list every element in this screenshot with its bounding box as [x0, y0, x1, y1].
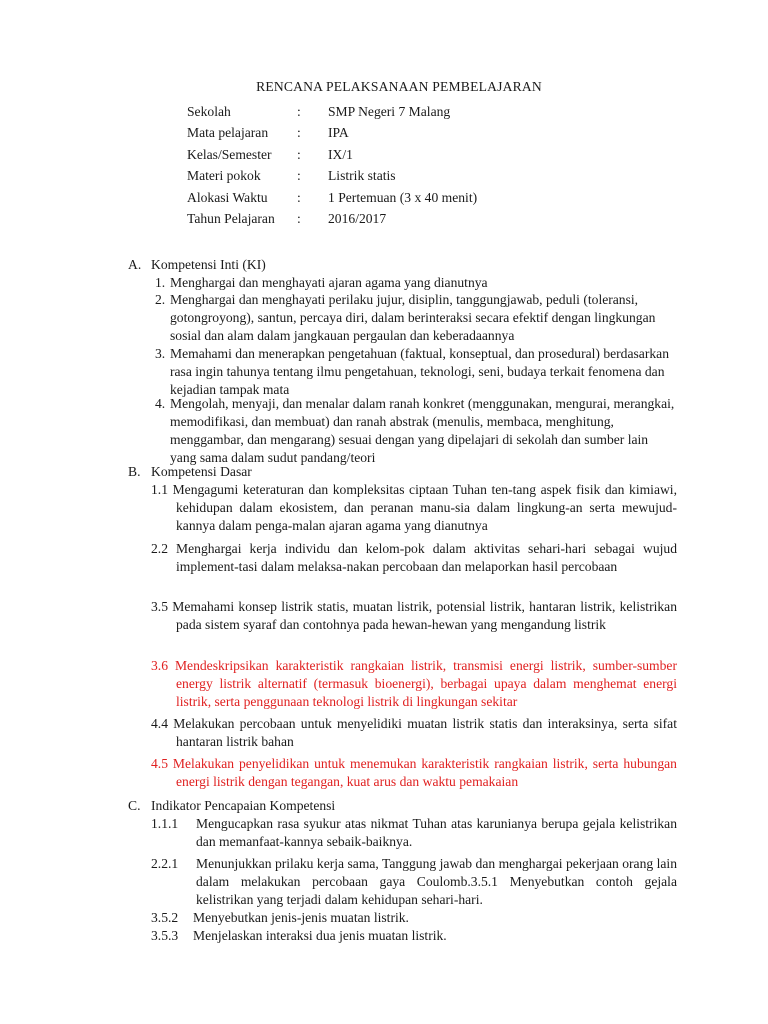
document-title: RENCANA PELAKSANAAN PEMBELAJARAN: [256, 79, 542, 94]
meta-value: IX/1: [328, 147, 353, 162]
ki-item-2: [155, 291, 675, 345]
indikator-text: Menyebutkan jenis-jenis muatan listrik.: [193, 910, 409, 925]
indikator-item-3-5-3: [151, 927, 677, 945]
meta-label: Tahun Pelajaran: [187, 211, 275, 226]
kd-paragraph: [151, 657, 677, 711]
ki-item-3: [155, 345, 675, 399]
ki-text: Memahami dan menerapkan pengetahuan (faktual, konseptual, dan prosedural) berdasarkan rasa ingin tahunya tentang ilmu pengetahuan, teknologi, seni, budaya terkait fenomena dan kejadian tampak mata: [170, 346, 669, 397]
meta-value: 2016/2017: [328, 211, 387, 226]
meta-colon: :: [297, 147, 301, 162]
ki-text: Menghargai dan menghayati perilaku jujur, disiplin, tanggungjawab, peduli (toleransi, gotongroyong), santun, percaya diri, dalam berinteraksi secara efektif dengan lingkungan sosial dan alam dalam jangkauan pergaulan dan keberadaannya: [170, 292, 656, 343]
kd-number: 3.5: [151, 599, 168, 614]
section-title: Kompetensi Inti (KI): [151, 257, 266, 272]
meta-colon: :: [297, 211, 301, 226]
section-letter: A.: [128, 257, 142, 272]
kd-paragraph: [151, 755, 677, 791]
ki-number: 3.: [155, 346, 166, 361]
meta-label: Kelas/Semester: [187, 147, 272, 162]
meta-colon: :: [297, 104, 301, 119]
meta-label: Sekolah: [187, 104, 231, 119]
ki-number: 1.: [155, 275, 166, 290]
kd-text: Memahami konsep listrik statis, muatan listrik, potensial listrik, hantaran listrik, kelistrikan pada sistem syaraf dan contohnya pada hewan-hewan yang mengandung listrik: [172, 599, 677, 632]
section-title: Indikator Pencapaian Kompetensi: [151, 798, 336, 813]
kd-paragraph: [151, 481, 677, 535]
kd-item-4-5: [151, 755, 677, 791]
meta-label: Alokasi Waktu: [187, 190, 268, 205]
kd-paragraph: [151, 598, 677, 634]
kd-text: Melakukan percobaan untuk menyelidiki muatan listrik statis dan interaksinya, serta sifat hantaran listrik bahan: [173, 716, 677, 749]
meta-value: Listrik statis: [328, 168, 396, 183]
kd-item-3-5: [151, 598, 677, 634]
kd-number: 1.1: [151, 482, 168, 497]
kd-paragraph: [151, 540, 677, 576]
ki-item-1: [155, 274, 675, 292]
meta-value: IPA: [328, 125, 349, 140]
kd-number: 2.2: [151, 541, 168, 556]
indikator-item-2-2-1: [151, 855, 677, 909]
meta-label: Mata pelajaran: [187, 125, 269, 140]
ki-number: 4.: [155, 396, 166, 411]
ki-text: Menghargai dan menghayati ajaran agama yang dianutnya: [170, 275, 488, 290]
indikator-number: 3.5.3: [151, 928, 179, 943]
section-title: Kompetensi Dasar: [151, 464, 252, 479]
kd-text: Menghargai kerja individu dan kelom-pok dalam aktivitas sehari-hari sebagai wujud implement-tasi dalam melaksa-nakan percobaan dan melaporkan hasil percobaan: [176, 541, 677, 574]
indikator-text: Menunjukkan prilaku kerja sama, Tanggung jawab dan menghargai pekerjaan orang lain dalam melakukan percobaan gaya Coulomb.3.5.1 Menyebutkan contoh gejala kelistrikan yang terjadi dalam kehidupan sehari-hari.: [196, 856, 677, 907]
meta-colon: :: [297, 190, 301, 205]
indikator-text: Menjelaskan interaksi dua jenis muatan listrik.: [193, 928, 447, 943]
kd-number: 3.6: [151, 658, 168, 673]
meta-label: Materi pokok: [187, 168, 261, 183]
indikator-number: 2.2.1: [151, 856, 179, 871]
meta-colon: :: [297, 125, 301, 140]
kd-item-3-6: [151, 657, 677, 711]
meta-value: SMP Negeri 7 Malang: [328, 104, 451, 119]
kd-paragraph: [151, 715, 677, 751]
ki-item-4: [155, 395, 675, 467]
ki-number: 2.: [155, 292, 166, 307]
section-letter: C.: [128, 798, 141, 813]
indikator-number: 1.1.1: [151, 816, 179, 831]
indikator-item-1-1-1: [151, 815, 677, 851]
kd-number: 4.4: [151, 716, 168, 731]
kd-text: Mengagumi keteraturan dan kompleksitas ciptaan Tuhan ten-tang aspek fisik dan kimiawi, kehidupan dalam ekosistem, dan peranan manu-sia dalam lingkung-an serta mewujud-kannya dalam penga-malan ajaran agama yang dianutnya: [172, 482, 677, 533]
meta-value: 1 Pertemuan (3 x 40 menit): [328, 190, 478, 205]
indikator-number: 3.5.2: [151, 910, 179, 925]
kd-item-1-1: [151, 481, 677, 535]
meta-colon: :: [297, 168, 301, 183]
kd-text: Mendeskripsikan karakteristik rangkaian listrik, transmisi energi listrik, sumber-sumber energy listrik alternatif (termasuk bioenergi), berbagai upaya dalam menghemat energi listrik, serta penggunaan teknologi listrik di lingkungan sekitar: [174, 658, 677, 709]
kd-item-4-4: [151, 715, 677, 751]
kd-number: 4.5: [151, 756, 168, 771]
kd-item-2-2: [151, 540, 677, 576]
ki-text: Mengolah, menyaji, dan menalar dalam ranah konkret (menggunakan, mengurai, merangkai, memodifikasi, dan membuat) dan ranah abstrak (menulis, membaca, menghitung, menggambar, dan mengarang) sesuai dengan yang dipelajari di sekolah dan sumber lain yang sama dalam sudut pandang/teori: [170, 396, 675, 465]
kd-text: Melakukan penyelidikan untuk menemukan karakteristik rangkaian listrik, serta hubungan energi listrik dengan tegangan, kuat arus dan waktu pemakaian: [172, 756, 677, 789]
indikator-text: Mengucapkan rasa syukur atas nikmat Tuhan atas karunianya berupa gejala kelistrikan dan memanfaat-kannya sebaik-baiknya.: [196, 816, 677, 849]
section-letter: B.: [128, 464, 141, 479]
indikator-item-3-5-2: [151, 909, 677, 927]
